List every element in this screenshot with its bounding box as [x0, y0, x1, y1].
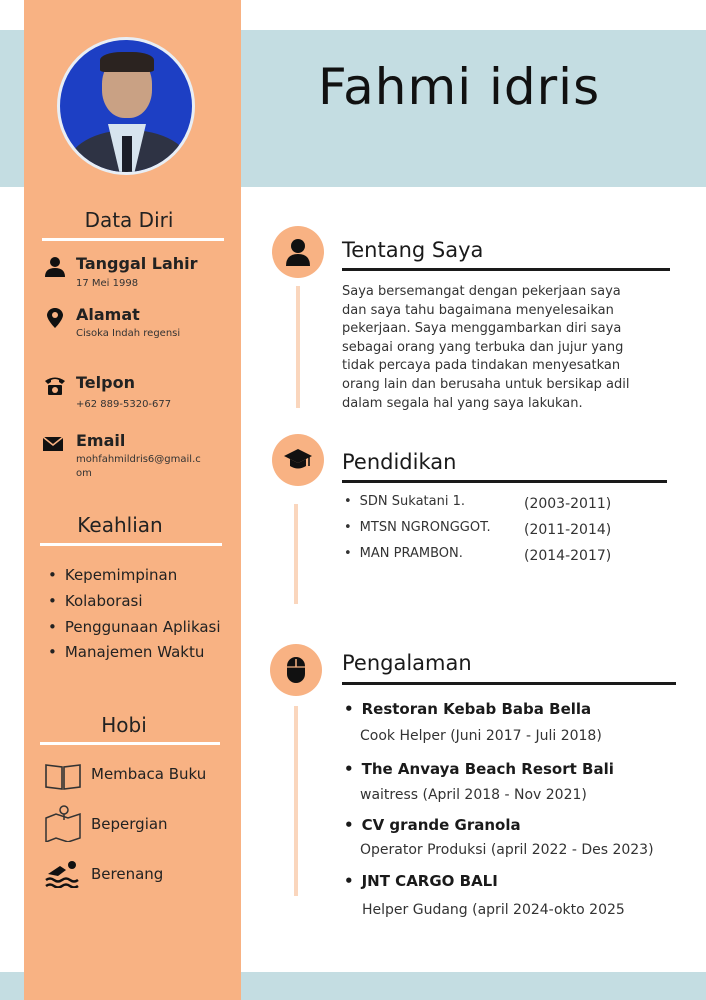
- section-rule: [342, 682, 676, 685]
- birthdate-value: 17 Mei 1998: [76, 278, 139, 289]
- skill-item: • Kepemimpinan: [48, 566, 177, 584]
- address-label: Alamat: [76, 305, 140, 324]
- about-line: dan saya tahu bagaimana menyelesaikan: [342, 302, 614, 318]
- email-value-line-1: mohfahmildris6@gmail.c: [76, 454, 201, 465]
- education-years: (2014-2017): [524, 548, 612, 564]
- envelope-icon: [42, 433, 64, 455]
- skill-item: • Kolaborasi: [48, 592, 143, 610]
- phone-label: Telpon: [76, 373, 135, 392]
- education-school: • SDN Sukatani 1.: [344, 494, 465, 509]
- job-detail: Helper Gudang (april 2024-okto 2025: [362, 902, 625, 918]
- job-company: • JNT CARGO BALI: [344, 872, 498, 890]
- graduation-cap-icon: [284, 446, 312, 474]
- about-line: tidak percaya pada tindakan menyesatkan: [342, 358, 621, 374]
- job-detail: Operator Produksi (april 2022 - Des 2023): [360, 842, 654, 858]
- job-company: • CV grande Granola: [344, 816, 521, 834]
- education-icon-circle: [272, 434, 324, 486]
- about-line: sebagai orang yang terbuka dan jujur yang: [342, 339, 624, 355]
- book-icon: [44, 761, 82, 791]
- about-text: [342, 283, 662, 413]
- section-rule: [342, 268, 670, 271]
- phone-value: +62 889-5320-677: [76, 399, 172, 410]
- about-icon-circle: [272, 226, 324, 278]
- job-company: • The Anvaya Beach Resort Bali: [344, 760, 614, 778]
- section-title-experience: Pengalaman: [342, 651, 472, 675]
- divider: [40, 742, 220, 745]
- education-years: (2011-2014): [524, 522, 612, 538]
- experience-icon-circle: [270, 644, 322, 696]
- timeline-line: [294, 504, 298, 604]
- hobby-label: Membaca Buku: [91, 765, 207, 783]
- email-value-line-2: om: [76, 468, 92, 479]
- person-icon: [284, 238, 312, 266]
- skill-item: • Manajemen Waktu: [48, 643, 204, 661]
- map-icon: [44, 804, 82, 842]
- about-line: pekerjaan. Saya menggambarkan diri saya: [342, 321, 622, 337]
- about-line: dalam segala hal yang saya lakukan.: [342, 395, 583, 411]
- divider: [40, 543, 222, 546]
- divider: [42, 238, 224, 241]
- hobby-label: Berenang: [91, 865, 164, 883]
- job-detail: Cook Helper (Juni 2017 - Juli 2018): [360, 728, 602, 744]
- about-line: orang lain dan berusaha untuk bersikap adil: [342, 376, 630, 392]
- timeline-line: [296, 286, 300, 408]
- education-school: • MAN PRAMBON.: [344, 546, 463, 561]
- swimmer-icon: [44, 858, 82, 888]
- education-school: • MTSN NGRONGGOT.: [344, 520, 491, 535]
- person-icon: [44, 256, 66, 278]
- location-pin-icon: [44, 307, 66, 329]
- hobby-label: Bepergian: [91, 815, 168, 833]
- section-title-education: Pendidikan: [342, 450, 457, 474]
- about-line: Saya bersemangat dengan pekerjaan saya: [342, 284, 621, 299]
- section-title-about: Tentang Saya: [342, 238, 484, 262]
- email-label: Email: [76, 431, 126, 450]
- section-rule: [342, 480, 667, 483]
- timeline-line: [294, 706, 298, 896]
- job-detail: waitress (April 2018 - Nov 2021): [360, 787, 587, 803]
- skill-item: • Penggunaan Aplikasi: [48, 618, 221, 636]
- telephone-icon: [44, 374, 66, 396]
- mouse-icon: [282, 656, 310, 684]
- hobi-title: Hobi: [101, 713, 147, 737]
- data-diri-title: Data Diri: [84, 208, 174, 232]
- page-title: Fahmi idris: [318, 58, 601, 116]
- address-value: Cisoka Indah regensi: [76, 328, 181, 339]
- profile-photo: [57, 37, 195, 175]
- education-years: (2003-2011): [524, 496, 612, 512]
- keahlian-title: Keahlian: [77, 513, 163, 537]
- email-value: [76, 453, 201, 481]
- job-company: • Restoran Kebab Baba Bella: [344, 700, 591, 718]
- birthdate-label: Tanggal Lahir: [76, 254, 198, 273]
